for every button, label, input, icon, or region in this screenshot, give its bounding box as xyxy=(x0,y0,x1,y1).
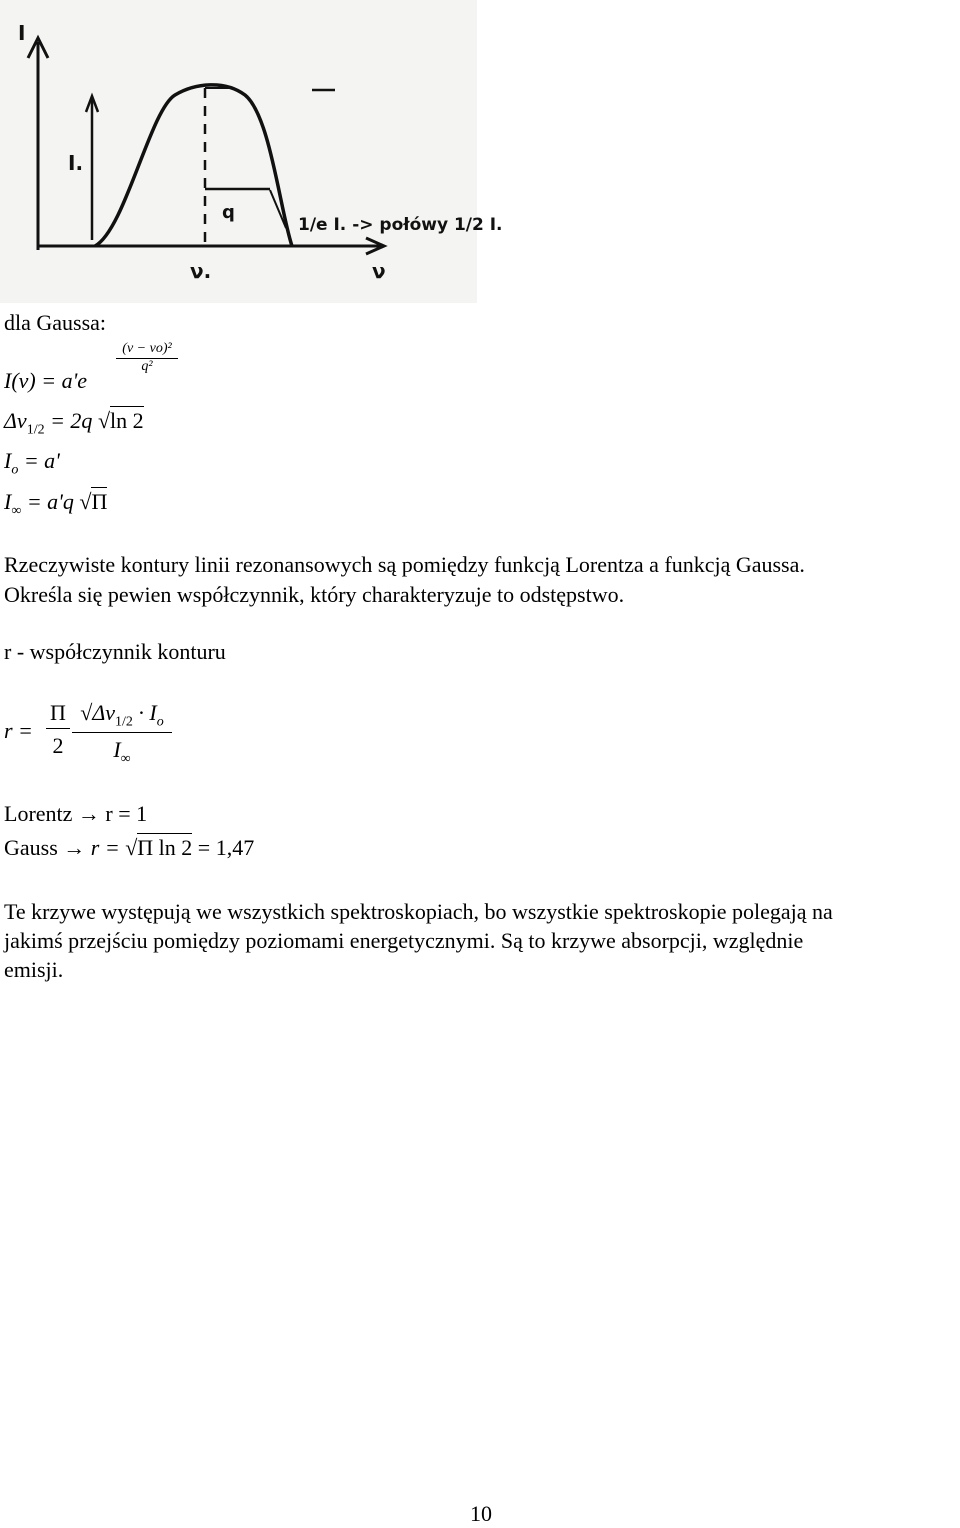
r-fraction-2 xyxy=(72,700,172,768)
formula-3-rhs: = a' xyxy=(23,448,60,473)
formula-3-sub: o xyxy=(11,462,19,478)
formula-halfwidth xyxy=(4,408,144,438)
section-heading: dla Gaussa: xyxy=(4,310,107,335)
label-nu: ν xyxy=(372,259,386,283)
lorentz-line xyxy=(4,800,147,828)
r-frac2-den-main: I xyxy=(113,737,121,763)
r-formula-lhs xyxy=(4,718,33,744)
gauss-curve-sketch xyxy=(0,0,503,303)
r-frac2-num-a: Δν xyxy=(92,700,116,725)
page-number: 10 xyxy=(470,1501,492,1526)
formula-2-mid: = 2q xyxy=(50,408,93,433)
sqrt-sign-icon: √ xyxy=(125,835,138,860)
lorentz-label: Lorentz xyxy=(4,801,73,826)
paragraph-2-line-1: Te krzywe występują we wszystkich spektroskopiach, bo wszystkie spektroskopie polegają na xyxy=(4,899,833,924)
gauss-curve xyxy=(95,85,292,246)
paragraph-2-line-3: emisji. xyxy=(4,957,64,982)
formula-1-exponent xyxy=(116,340,178,375)
gauss-root: Π ln 2 xyxy=(137,835,193,860)
right-arrow-icon: → xyxy=(77,801,100,826)
r-frac1-den: 2 xyxy=(52,733,64,758)
r-frac2-num-b: · I xyxy=(138,700,157,725)
paragraph-2-line-2: jakimś przejściu pomiędzy poziomami energetycznymi. Są to krzywe absorpcji, względnie xyxy=(4,928,804,953)
gauss-label: Gauss xyxy=(4,835,58,860)
sqrt-sign-icon: √ xyxy=(79,489,92,514)
formula-1-exp-den: q² xyxy=(141,359,153,374)
formula-4-sub: ∞ xyxy=(11,503,22,519)
gauss-rhs: = 1,47 xyxy=(197,835,255,860)
label-nu0: ν. xyxy=(190,259,212,283)
paragraph-1-line-1: Rzeczywiste kontury linii rezonansowych są pomiędzy funkcją Lorentza a funkcją Gaussa. xyxy=(4,552,805,577)
gauss-line xyxy=(4,834,254,862)
coefficient-label: r - współczynnik konturu xyxy=(4,639,226,664)
r-frac2-num-sub2: o xyxy=(156,714,164,730)
gauss-lhs: r = xyxy=(90,835,120,860)
formula-4-root: Π xyxy=(91,489,108,514)
paragraph-1-line-2: Określa się pewien współczynnik, który charakteryzuje to odstępstwo. xyxy=(4,582,625,607)
sqrt-sign-icon: √ xyxy=(97,408,111,433)
formula-1-exp-num: (ν − νo)² xyxy=(116,340,178,359)
r-frac2-num-sub: 1/2 xyxy=(115,714,133,730)
r-frac1-num: Π xyxy=(46,700,70,729)
formula-4-mid: = a'q xyxy=(26,489,74,514)
sketch-svg xyxy=(0,0,503,303)
label-q: q xyxy=(222,202,235,223)
lorentz-value: r = 1 xyxy=(105,801,148,826)
label-y: I xyxy=(18,21,26,45)
label-annotation: 1/e I. -> połówy 1/2 I. xyxy=(298,215,503,235)
formula-peak xyxy=(4,448,60,478)
formula-2-lhs: Δν xyxy=(4,408,27,433)
formula-gauss-intensity xyxy=(4,368,87,394)
formula-2-sub: 1/2 xyxy=(26,422,45,438)
label-intensity: I. xyxy=(68,151,84,175)
formula-4-lhs: I xyxy=(4,489,12,514)
formula-2-root: ln 2 xyxy=(110,408,144,433)
formula-3-lhs: I xyxy=(4,448,12,473)
r-fraction-1 xyxy=(46,700,70,759)
r-frac2-den xyxy=(72,733,172,767)
formula-1-lhs: I(ν) = a'e xyxy=(4,368,88,393)
right-arrow-icon: → xyxy=(63,835,86,860)
r-frac2-num: $√\Delta\nu_{1/2} \cdot I_o$ xyxy=(72,700,172,733)
r-frac2-den-sub: ∞ xyxy=(120,751,131,767)
formula-integral xyxy=(4,489,107,519)
r-lhs: r = xyxy=(4,718,33,743)
